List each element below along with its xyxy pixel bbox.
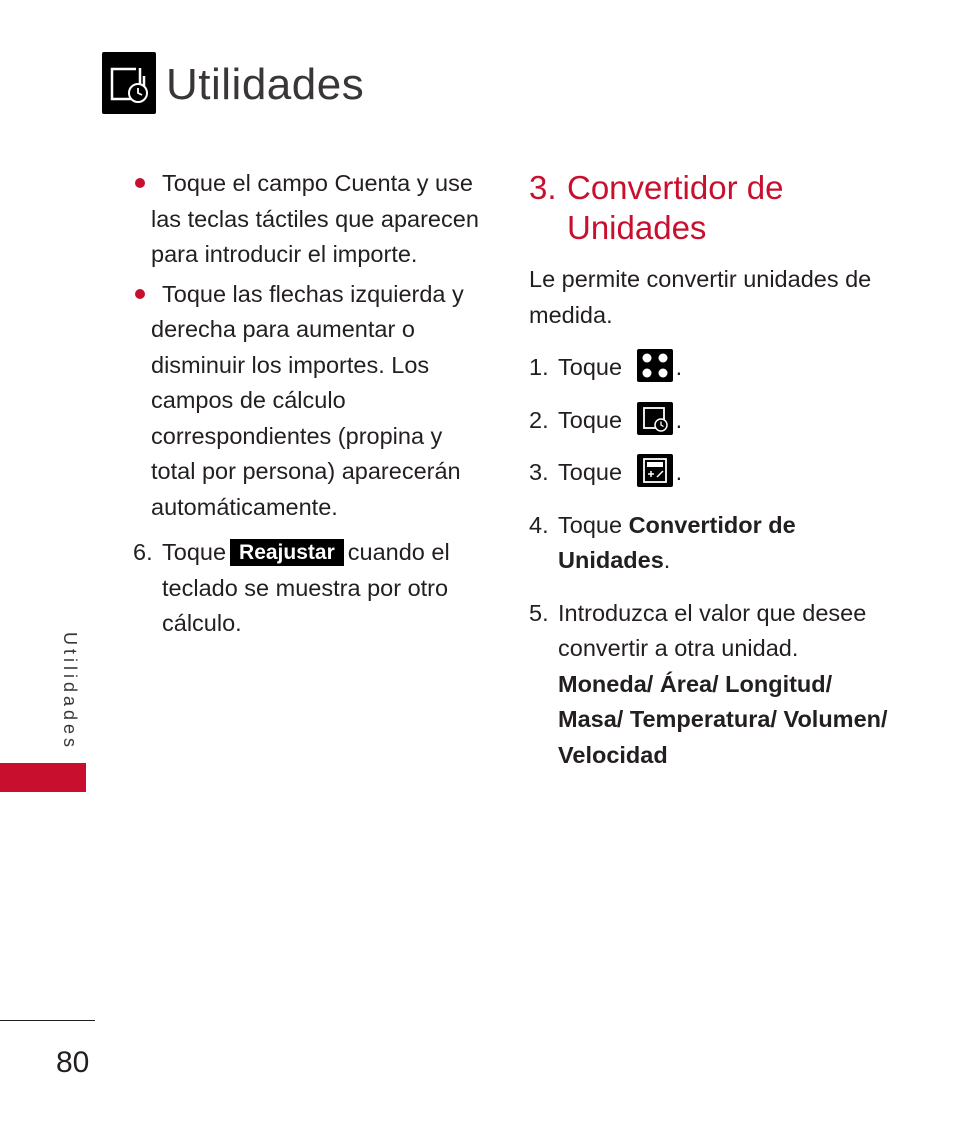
step-item [529, 455, 894, 491]
section-title: Convertidor de Unidades [567, 169, 784, 246]
step-text: Toque [558, 354, 623, 380]
step-suffix: . [675, 406, 683, 433]
step-item [529, 403, 894, 439]
step-text: Toque [558, 459, 623, 485]
left-column [133, 166, 483, 642]
step-suffix: . [675, 459, 683, 485]
divider [0, 1020, 95, 1021]
step-text: Introduzca el valor que desee convertir a otra unidad. [558, 599, 867, 661]
utilities-clock-icon [102, 52, 156, 114]
step-suffix: . [675, 354, 683, 380]
bullet-item [133, 277, 483, 526]
section-number: 3. [529, 169, 557, 206]
step-text: Toque [162, 539, 227, 565]
step-text: Toque [558, 511, 623, 538]
bullet-item [133, 166, 483, 273]
step-number: 6. [133, 539, 153, 565]
intro-text: Le permite convertir unidades de medida. [529, 266, 872, 328]
step-item [529, 508, 894, 579]
section-heading [529, 168, 894, 248]
step-number: 1. [529, 354, 549, 380]
section-tab [0, 763, 86, 792]
step-suffix: . [663, 547, 671, 573]
bullet-dot [135, 178, 145, 188]
bullet-text: Toque las flechas izquierda y derecha para aumentar o disminuir los importes. Los campos de cálculo correspondientes (propina y total por persona) aparecerán automáticamente. [151, 280, 464, 520]
step-text: Toque [558, 406, 623, 433]
step-item [529, 350, 894, 386]
unit-categories: Moneda/ Área/ Longitud/ Masa/ Temperatura/ Volumen/ Velocidad [558, 670, 888, 768]
step-item [529, 596, 894, 774]
step-bold-text: Convertidor de Unidades [558, 511, 796, 573]
step-item [133, 535, 483, 642]
bullet-dot [135, 289, 145, 299]
step-number: 3. [529, 459, 549, 485]
menu-grid-icon [637, 349, 673, 382]
utilities-clock-icon [637, 402, 673, 435]
step-text: cuando el teclado se muestra por otro cálculo. [162, 539, 450, 636]
side-section-label: Utilidades [60, 632, 80, 752]
step-number: 5. [529, 599, 549, 626]
page-number: 80 [56, 1046, 90, 1079]
calculator-icon [637, 454, 673, 487]
page-title: Utilidades [166, 60, 365, 109]
step-number: 2. [529, 406, 549, 433]
right-column [529, 168, 894, 773]
step-number: 4. [529, 511, 549, 538]
bullet-text: Toque el campo Cuenta y use las teclas táctiles que aparecen para introducir el importe. [151, 170, 479, 267]
reajustar-softkey: Reajustar [230, 539, 344, 566]
